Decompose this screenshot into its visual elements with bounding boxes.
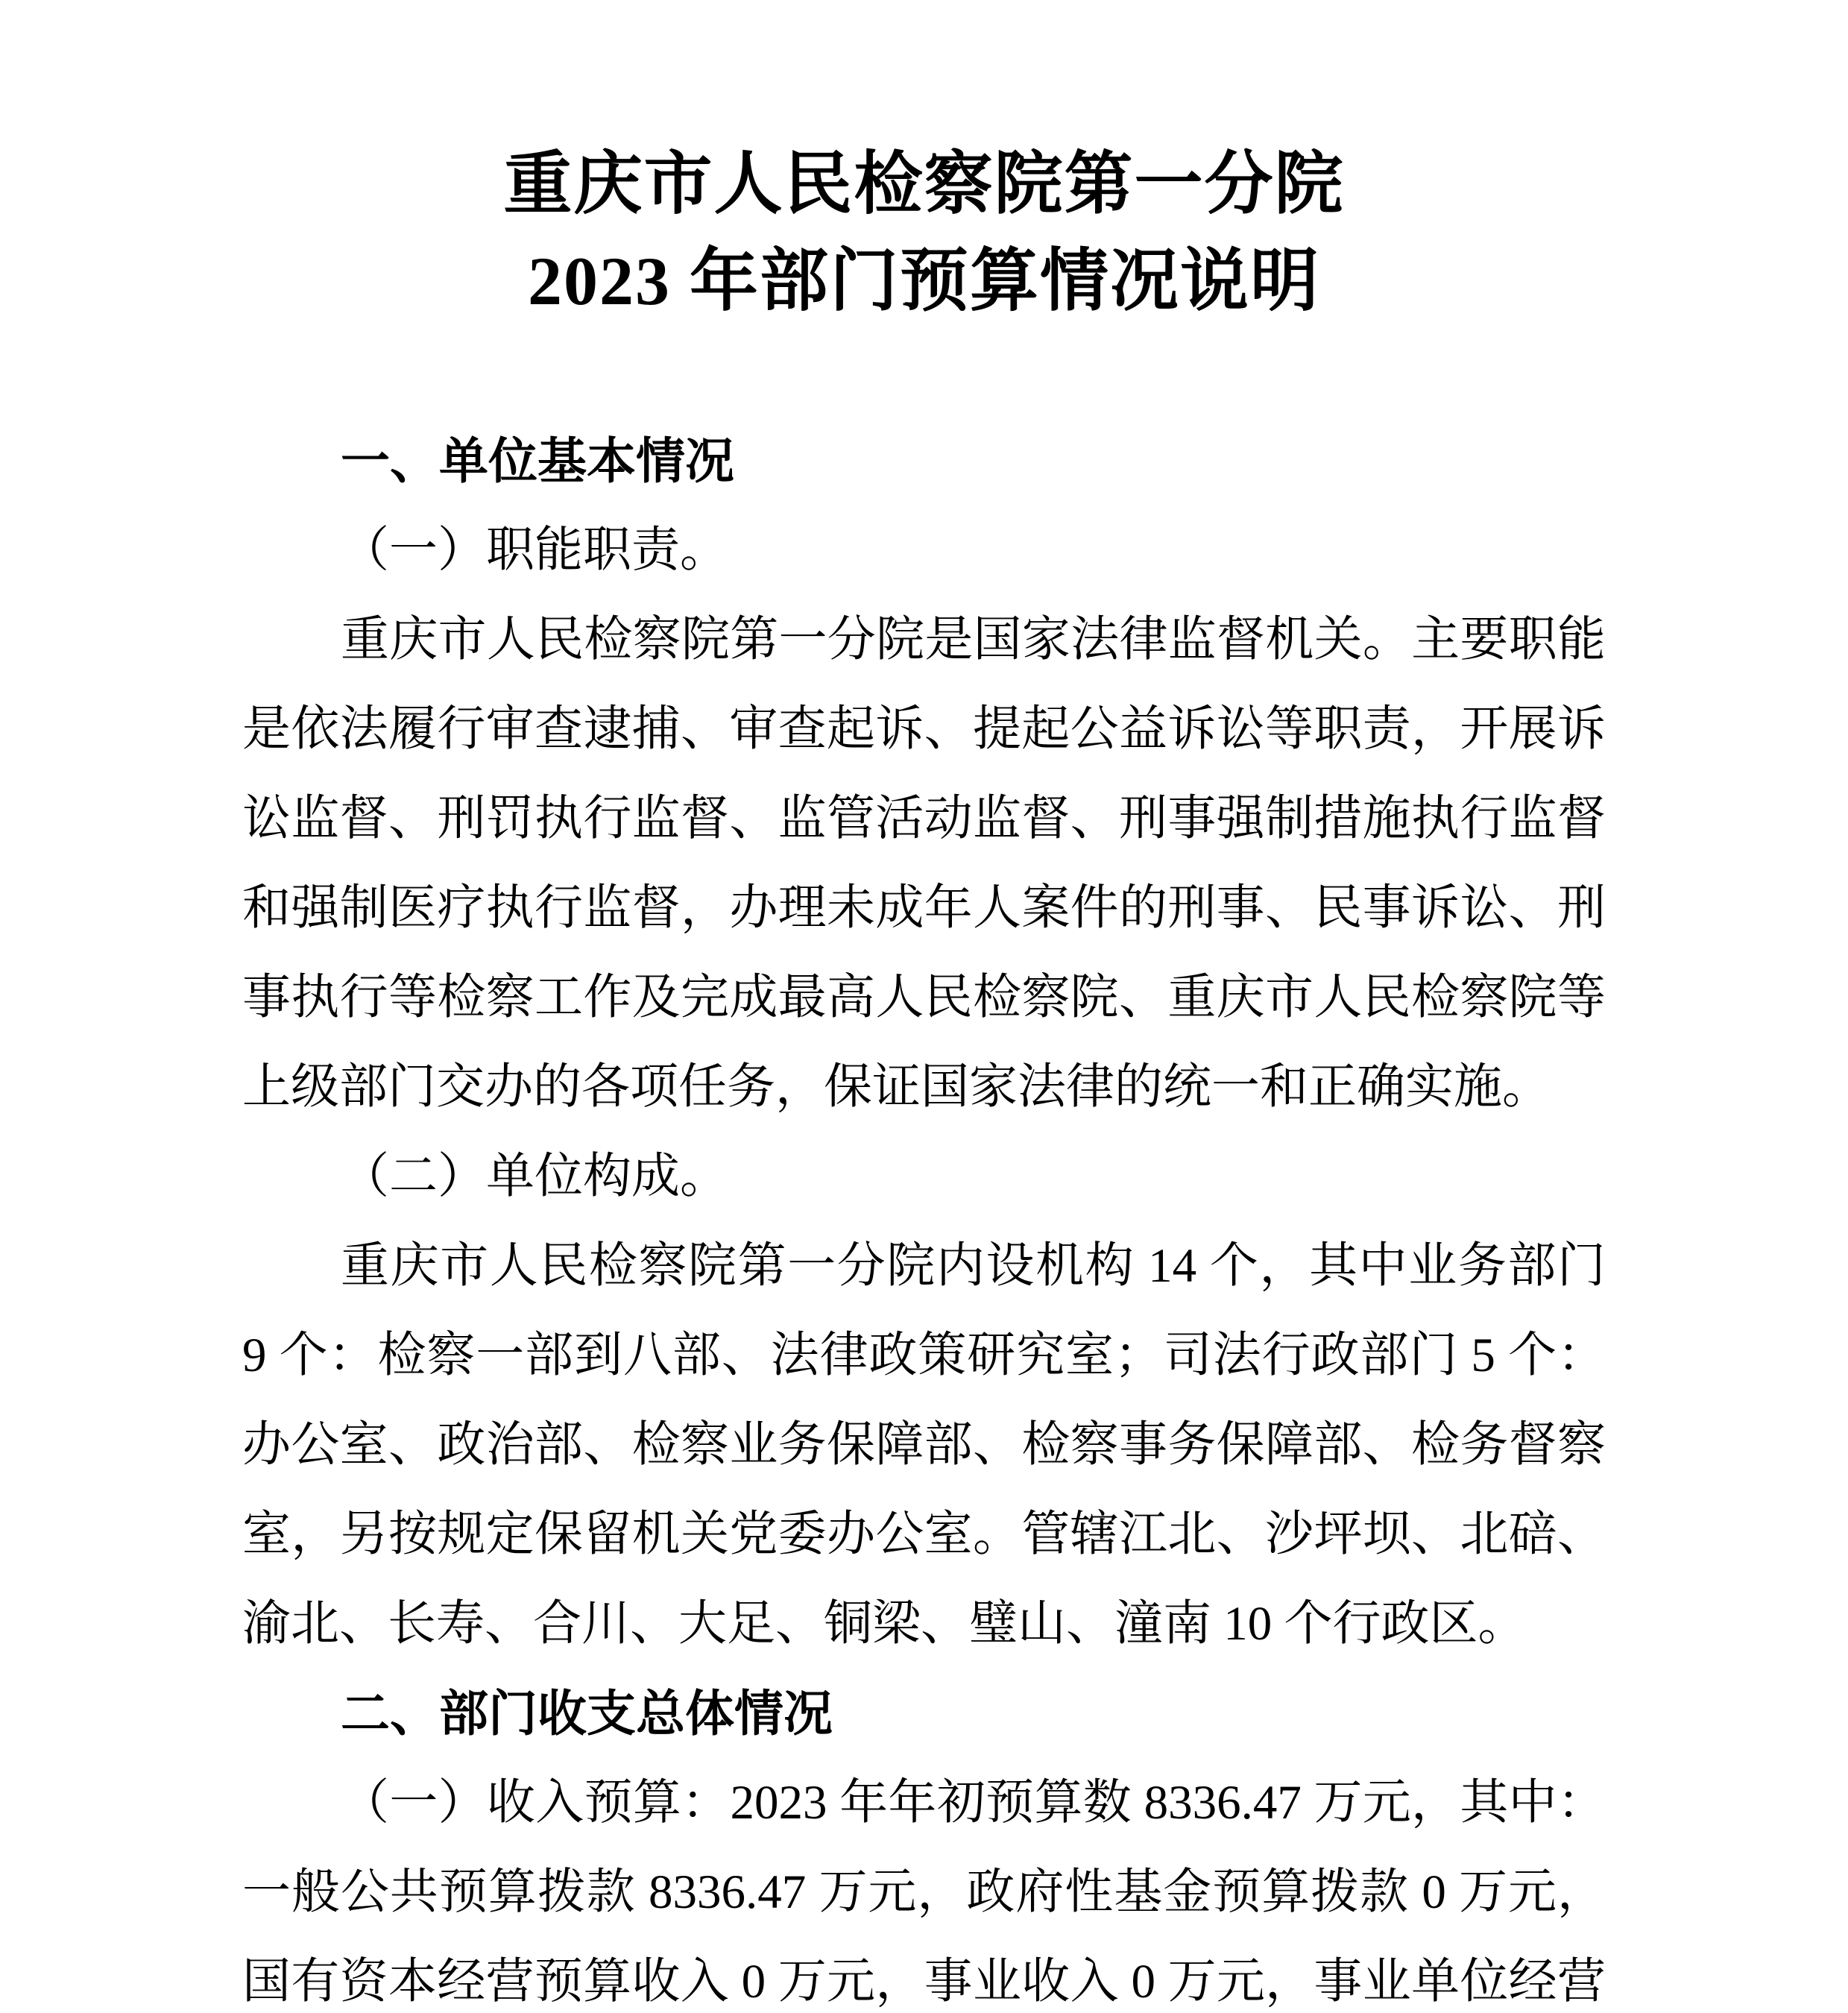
section-heading-1: 一、单位基本情况 <box>341 433 734 488</box>
text-line: 国有资本经营预算收入 0 万元，事业收入 0 万元，事业单位经营 <box>242 1955 1606 2009</box>
text-line: 办公室、政治部、检察业务保障部、检察事务保障部、检务督察 <box>242 1418 1606 1472</box>
text-line: 重庆市人民检察院第一分院内设机构 14 个，其中业务部门 <box>341 1239 1606 1293</box>
subsection-heading: （二）单位构成。 <box>341 1150 729 1203</box>
text-line: 室，另按规定保留机关党委办公室。管辖江北、沙坪坝、北碚、 <box>242 1508 1606 1561</box>
text-line: 9 个：检察一部到八部、法律政策研究室；司法行政部门 5 个： <box>242 1329 1606 1382</box>
document-body <box>242 416 1606 2013</box>
document-title-line-2: 2023 年部门预算情况说明 <box>527 243 1320 319</box>
document-title <box>242 136 1606 330</box>
text-line: 和强制医疗执行监督，办理未成年人案件的刑事、民事诉讼、刑 <box>242 881 1606 935</box>
document-title-line-1: 重庆市人民检察院第一分院 <box>503 146 1345 222</box>
text-line: （一）收入预算：2023 年年初预算数 8336.47 万元，其中： <box>341 1776 1606 1830</box>
text-line: 事执行等检察工作及完成最高人民检察院、重庆市人民检察院等 <box>242 971 1606 1024</box>
section-heading-2: 二、部门收支总体情况 <box>341 1686 833 1741</box>
text-line: 上级部门交办的各项任务，保证国家法律的统一和正确实施。 <box>242 1060 1551 1114</box>
text-line: 一般公共预算拨款 8336.47 万元，政府性基金预算拨款 0 万元， <box>242 1865 1606 1919</box>
text-line: 讼监督、刑罚执行监督、监管活动监督、刑事强制措施执行监督 <box>242 792 1606 845</box>
text-line: 渝北、长寿、合川、大足、铜梁、璧山、潼南 10 个行政区。 <box>242 1597 1527 1651</box>
subsection-heading: （一）职能职责。 <box>341 523 729 577</box>
text-line: 是依法履行审查逮捕、审查起诉、提起公益诉讼等职责，开展诉 <box>242 702 1606 756</box>
text-line: 重庆市人民检察院第一分院是国家法律监督机关。主要职能 <box>341 613 1606 667</box>
